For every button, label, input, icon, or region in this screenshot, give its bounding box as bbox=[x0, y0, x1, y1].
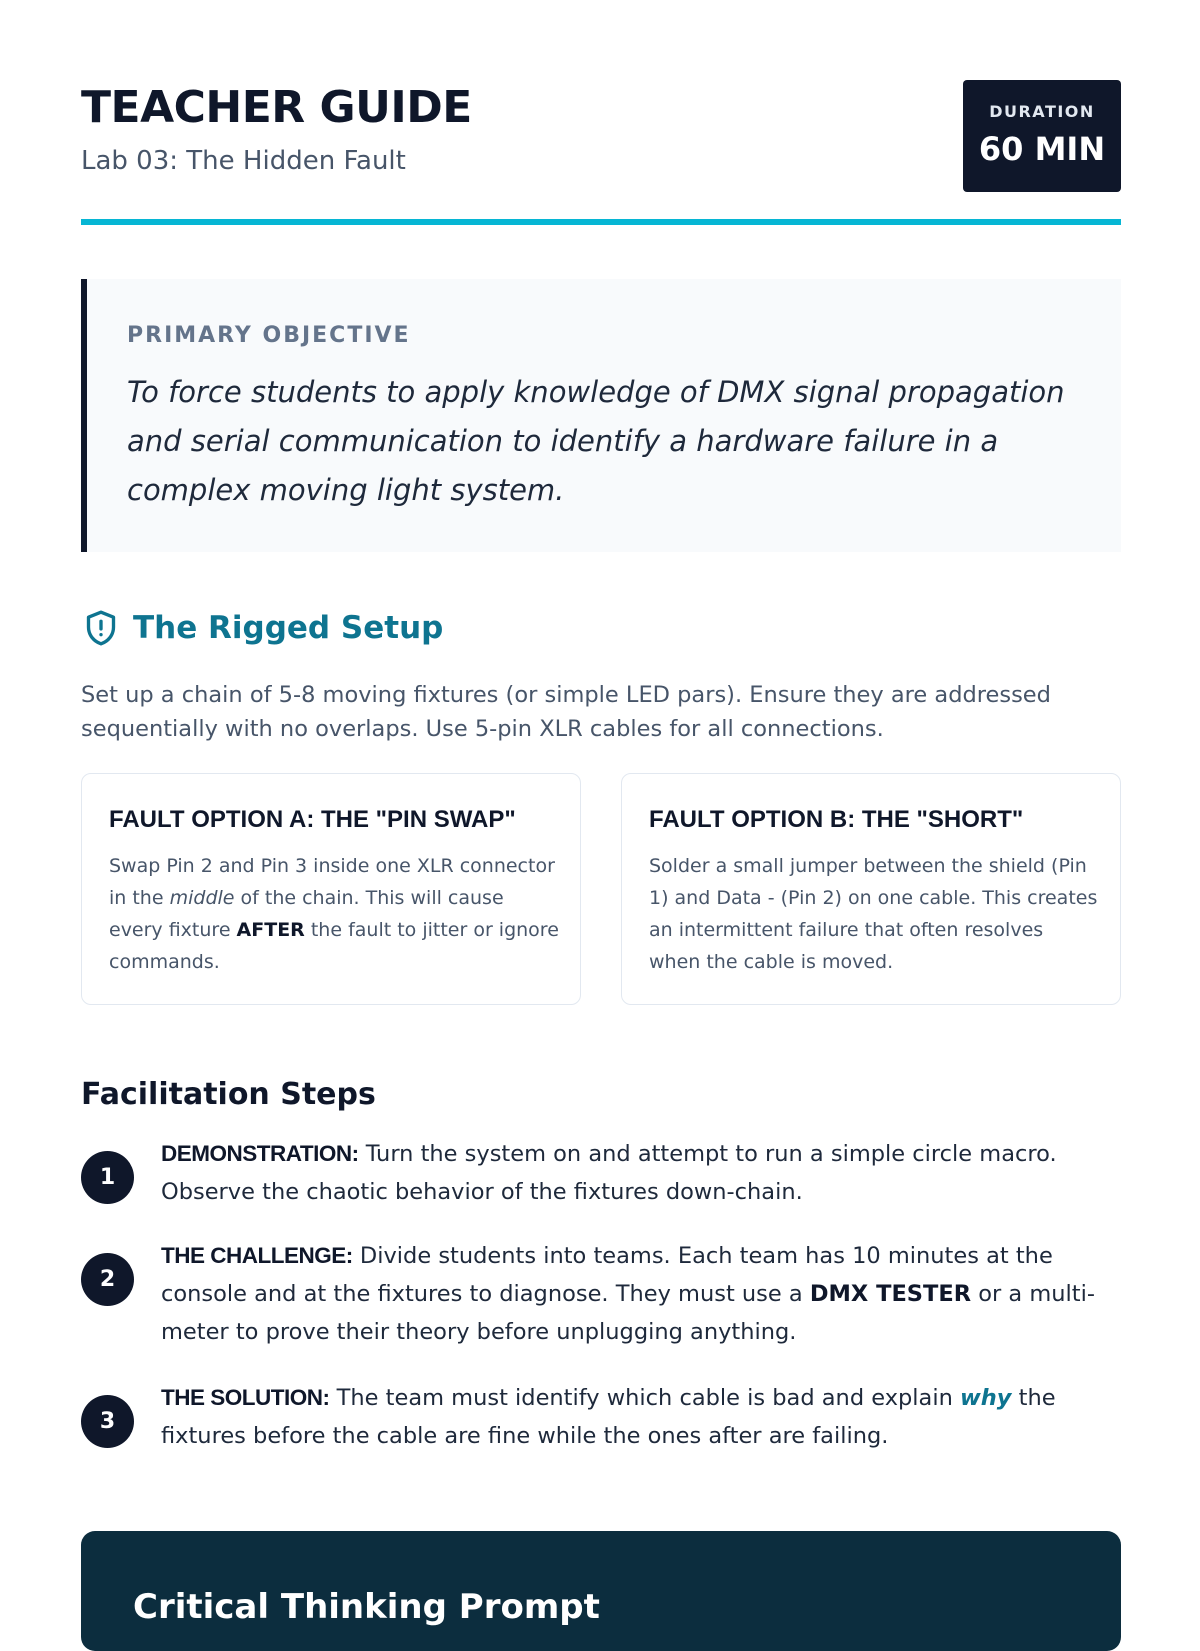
step-emphasis: why bbox=[960, 1385, 1012, 1411]
step-number-badge: 3 bbox=[81, 1395, 134, 1448]
critical-thinking-panel bbox=[81, 1531, 1121, 1651]
header bbox=[81, 80, 1121, 225]
step-lead: THE CHALLENGE: bbox=[161, 1243, 353, 1268]
fault-a-text-1: Swap Pin 2 and Pin 3 inside one XLR connector in the bbox=[109, 855, 555, 909]
duration-value: 60 MIN bbox=[978, 130, 1106, 168]
shield-alert-icon bbox=[81, 608, 121, 648]
step-lead: DEMONSTRATION: bbox=[161, 1141, 359, 1166]
objective-label: PRIMARY OBJECTIVE bbox=[127, 323, 411, 348]
fault-a-text-2: of the chain. This will cause every fixture bbox=[109, 887, 504, 941]
step-text bbox=[161, 1379, 1121, 1455]
header-divider bbox=[81, 219, 1121, 225]
step-text bbox=[161, 1237, 1121, 1351]
fault-option-a-body bbox=[109, 850, 559, 978]
critical-thinking-title: Critical Thinking Prompt bbox=[133, 1587, 600, 1627]
fault-option-b-body: Solder a small jumper between the shield (Pin 1) and Data - (Pin 2) on one cable. This creates an intermittent failure that often resolves when the cable is moved. bbox=[649, 855, 1098, 973]
step-body: The team must identify which cable is bad and explain bbox=[329, 1385, 960, 1411]
duration-label: DURATION bbox=[989, 102, 1095, 121]
fault-a-text-3: the fault to jitter or ignore commands. bbox=[109, 919, 559, 973]
fault-option-a-title: FAULT OPTION A: THE "PIN SWAP" bbox=[109, 806, 516, 833]
fault-a-strong: AFTER bbox=[236, 919, 305, 941]
step-number-badge: 2 bbox=[81, 1253, 134, 1306]
step-text bbox=[161, 1135, 1121, 1211]
step-lead: THE SOLUTION: bbox=[161, 1385, 330, 1410]
step-body: Turn the system on and attempt to run a simple circle macro. Observe the chaotic behavior of the fixtures down-chain. bbox=[161, 1141, 1057, 1205]
page-title: TEACHER GUIDE bbox=[81, 82, 472, 133]
step-strong: DMX TESTER bbox=[809, 1281, 972, 1307]
setup-description: Set up a chain of 5-8 moving fixtures (or simple LED pars). Ensure they are addressed sequentially with no overlaps. Use 5-pin XLR cables for all connections. bbox=[81, 682, 1051, 742]
step-body: or a multi-meter to prove their theory before unplugging anything. bbox=[161, 1281, 1095, 1345]
objective-text: To force students to apply knowledge of DMX signal propagation and serial communication to identify a hardware failure in a complex moving light system. bbox=[127, 375, 1065, 507]
primary-objective-callout bbox=[81, 279, 1121, 552]
step-body: the fixtures before the cable are fine while the ones after are failing. bbox=[161, 1385, 1056, 1449]
fault-option-b-title: FAULT OPTION B: THE "SHORT" bbox=[649, 806, 1024, 833]
rigged-setup-title: The Rigged Setup bbox=[133, 610, 444, 646]
fault-option-a-card bbox=[81, 773, 581, 1005]
fault-option-b-card bbox=[621, 773, 1121, 1005]
facilitation-steps-title: Facilitation Steps bbox=[81, 1077, 376, 1112]
step-body: Divide students into teams. Each team has 10 minutes at the console and at the fixtures to diagnose. They must use a bbox=[161, 1243, 1053, 1307]
fault-a-emphasis: middle bbox=[169, 887, 235, 909]
page-subtitle: Lab 03: The Hidden Fault bbox=[81, 146, 406, 176]
step-number-badge: 1 bbox=[81, 1151, 134, 1204]
rigged-setup-heading bbox=[81, 605, 443, 651]
duration-badge bbox=[963, 80, 1121, 192]
